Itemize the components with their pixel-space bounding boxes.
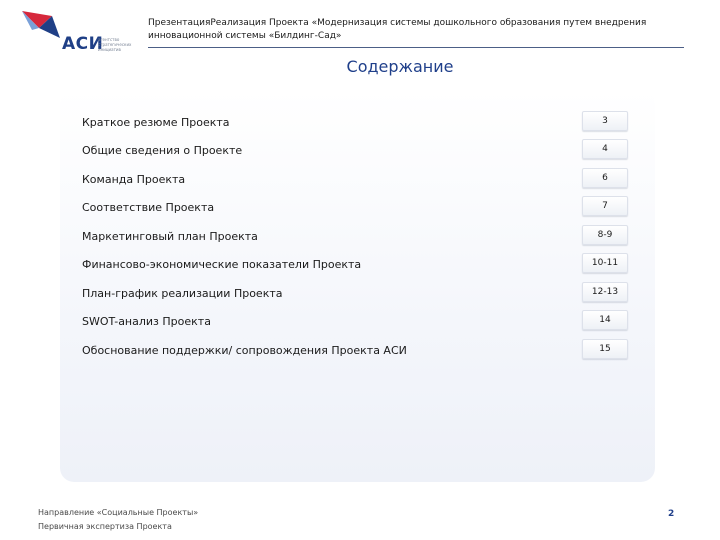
toc-item-label: Общие сведения о Проекте — [82, 144, 243, 157]
toc-page-number[interactable]: 6 — [582, 168, 628, 188]
footer — [38, 506, 198, 534]
toc-row[interactable] — [82, 139, 628, 159]
asi-logo — [22, 8, 132, 60]
toc-item-label: Финансово-экономические показатели Проекта — [82, 258, 362, 271]
toc-page-number[interactable]: 14 — [582, 310, 628, 330]
toc-row[interactable] — [82, 310, 628, 330]
toc-row[interactable] — [82, 196, 628, 216]
toc-row[interactable] — [82, 253, 628, 273]
toc-row[interactable] — [82, 225, 628, 245]
toc-item-label: Краткое резюме Проекта — [82, 116, 230, 129]
toc-page-number[interactable]: 12-13 — [582, 282, 628, 302]
page-number: 2 — [668, 509, 675, 519]
footer-direction: Направление «Социальные Проекты» — [38, 508, 199, 517]
toc-page-number[interactable]: 8-9 — [582, 225, 628, 245]
page-title: Содержание — [346, 57, 454, 76]
toc-page-number[interactable]: 4 — [582, 139, 628, 159]
asi-logo-mark-icon — [22, 8, 64, 38]
toc-item-label: Маркетинговый план Проекта — [82, 230, 258, 243]
logo-tagline: агентство стратегических инициатив — [98, 37, 132, 52]
logo-wordmark: АСИ — [62, 34, 104, 54]
toc-row[interactable] — [82, 282, 628, 302]
header-divider — [148, 47, 684, 48]
toc-item-label: Обоснование поддержки/ сопровождения Проекта АСИ — [82, 344, 407, 357]
toc-row[interactable] — [82, 339, 628, 359]
toc-page-number[interactable]: 10-11 — [582, 253, 628, 273]
toc-item-label: Команда Проекта — [82, 173, 186, 186]
toc-item-label: Соответствие Проекта — [82, 201, 215, 214]
toc-page-number[interactable]: 15 — [582, 339, 628, 359]
toc-row[interactable] — [82, 168, 628, 188]
toc-item-label: SWOT-анализ Проекта — [82, 315, 211, 328]
toc-page-number[interactable]: 3 — [582, 111, 628, 131]
toc-row[interactable] — [82, 111, 628, 131]
footer-expertise: Первичная экспертиза Проекта — [38, 522, 172, 531]
toc-page-number[interactable]: 7 — [582, 196, 628, 216]
presentation-title: ПрезентацияРеализация Проекта «Модернизация системы дошкольного образования путем внедрения инновационной системы «Билдинг-Сад» — [148, 18, 647, 41]
toc-item-label: План-график реализации Проекта — [82, 287, 283, 300]
